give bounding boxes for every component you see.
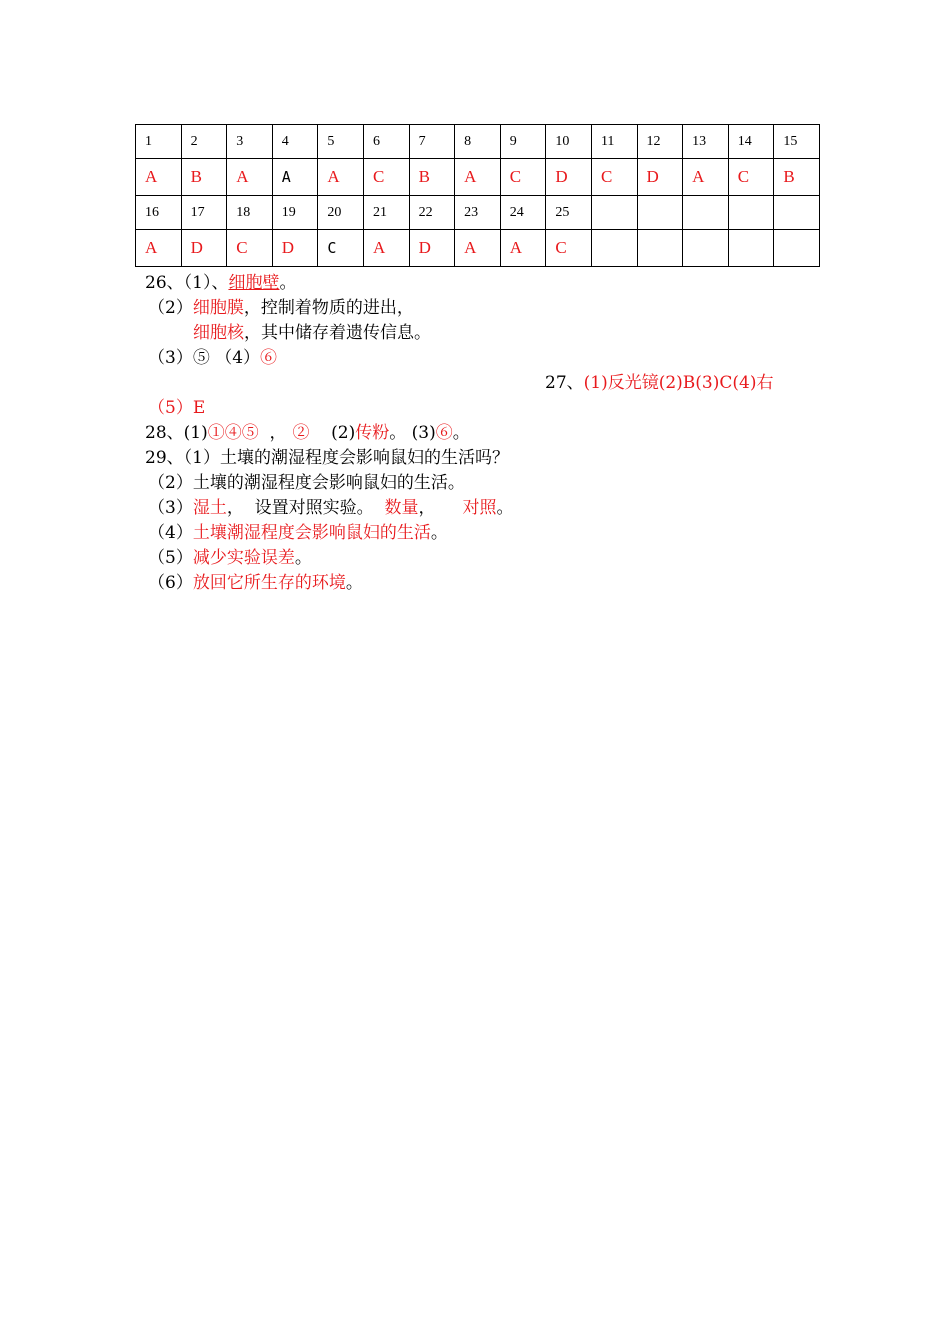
- question-number: 17: [181, 196, 227, 230]
- question-number: 13: [683, 125, 729, 159]
- question-number: 25: [546, 196, 592, 230]
- table-row: [136, 196, 820, 230]
- question-number: 23: [455, 196, 501, 230]
- question-number: 14: [728, 125, 774, 159]
- question-number: 11: [591, 125, 637, 159]
- question-number: 18: [227, 196, 273, 230]
- answer-cell: D: [181, 230, 227, 267]
- answer-cell: A: [227, 159, 273, 196]
- table-row: [136, 230, 820, 267]
- empty-cell: [774, 196, 820, 230]
- q29-l6-end: 。: [345, 573, 363, 593]
- question-number: 1: [136, 125, 182, 159]
- answer-cell: C: [500, 159, 546, 196]
- empty-cell: [683, 196, 729, 230]
- q28-answer-2: ②: [292, 423, 310, 443]
- q28-mid-3: 。 (3): [389, 423, 436, 443]
- q29-l6-prefix: （6）: [148, 573, 193, 593]
- table-row: [136, 159, 820, 196]
- answer-cell: C: [591, 159, 637, 196]
- q28-mid-2: (2): [309, 423, 356, 443]
- q29-l3-answer-2: 数量: [384, 498, 419, 518]
- q26-line-3: [193, 321, 431, 345]
- q29-l5-answer: 减少实验误差: [192, 548, 295, 568]
- answer-cell: D: [546, 159, 592, 196]
- empty-cell: [774, 230, 820, 267]
- question-number: 9: [500, 125, 546, 159]
- q26-part-3: （3）⑤ （4）: [148, 348, 261, 368]
- question-number: 4: [272, 125, 318, 159]
- q29-l3-mid: ， 设置对照实验。: [226, 498, 385, 518]
- question-number: 15: [774, 125, 820, 159]
- q29-l3-mid-2: ，: [418, 498, 463, 518]
- empty-cell: [637, 230, 683, 267]
- q29-l5-end: 。: [294, 548, 312, 568]
- question-number: 7: [409, 125, 455, 159]
- q26-prefix: 26、（1）、: [145, 273, 229, 293]
- q26-suffix: 。: [279, 273, 297, 293]
- q27-prefix: 27、: [545, 373, 584, 393]
- empty-cell: [591, 230, 637, 267]
- answer-cell: B: [181, 159, 227, 196]
- answer-cell: A: [683, 159, 729, 196]
- question-number: 19: [272, 196, 318, 230]
- q29-line-5: [148, 546, 312, 570]
- q29-line-2: （2）土壤的潮湿程度会影响鼠妇的生活。: [148, 473, 465, 493]
- question-number: 12: [637, 125, 683, 159]
- answer-cell: A: [318, 159, 364, 196]
- question-number: 6: [363, 125, 409, 159]
- question-number: 20: [318, 196, 364, 230]
- empty-cell: [683, 230, 729, 267]
- q29-l3-end: 。: [496, 498, 514, 518]
- question-number: 21: [363, 196, 409, 230]
- q29-line-6: [148, 571, 363, 595]
- q29-line-4: [148, 521, 448, 545]
- question-number: 3: [227, 125, 273, 159]
- q26-answer-3-rest: ，其中储存着遗传信息。: [244, 323, 431, 343]
- question-number: 8: [455, 125, 501, 159]
- answer-table: [135, 124, 820, 267]
- question-number: 16: [136, 196, 182, 230]
- answer-cell: C: [318, 230, 364, 267]
- q26-line-2: [148, 296, 414, 320]
- answer-cell: A: [500, 230, 546, 267]
- q26-answer-4: ⑥: [260, 348, 278, 368]
- q26-answer-1: 细胞壁: [228, 273, 280, 293]
- q26-answer-2-rest: ，控制着物质的进出，: [243, 298, 414, 318]
- q27-line-2: （5）E: [148, 398, 206, 418]
- q26-part-2: （2）: [148, 298, 193, 318]
- answer-cell: C: [728, 159, 774, 196]
- answer-cell: B: [409, 159, 455, 196]
- q29-l4-answer: 土壤潮湿程度会影响鼠妇的生活: [192, 523, 431, 543]
- q28-answer-3: 传粉: [355, 423, 390, 443]
- q28-mid-1: ，: [258, 423, 287, 443]
- q28-answer-4: ⑥: [435, 423, 453, 443]
- answer-cell: D: [409, 230, 455, 267]
- q29-l6-answer: 放回它所生存的环境: [192, 573, 346, 593]
- answer-cell: C: [546, 230, 592, 267]
- q26-answer-3: 细胞核: [193, 323, 244, 343]
- q26-answer-2: 细胞膜: [192, 298, 244, 318]
- question-number: 10: [546, 125, 592, 159]
- q29-line-1: 29、（1）土壤的潮湿程度会影响鼠妇的生活吗？: [145, 448, 509, 468]
- q27-answer: (1)反光镜(2)B(3)C(4)右: [583, 373, 774, 393]
- q28-answer-1: ①④⑤: [207, 423, 259, 443]
- q28-end: 。: [452, 423, 470, 443]
- question-number: 24: [500, 196, 546, 230]
- answer-cell: A: [455, 159, 501, 196]
- answer-cell: B: [774, 159, 820, 196]
- question-number: 2: [181, 125, 227, 159]
- empty-cell: [728, 196, 774, 230]
- q27-line-1: [545, 371, 773, 395]
- q29-l3-answer-1: 湿土: [192, 498, 227, 518]
- answer-cell: A: [455, 230, 501, 267]
- q26-line-1: [145, 271, 296, 295]
- answer-cell: C: [363, 159, 409, 196]
- q26-line-4: [148, 346, 277, 370]
- empty-cell: [728, 230, 774, 267]
- answer-cell: D: [637, 159, 683, 196]
- question-number: 5: [318, 125, 364, 159]
- q29-l3-answer-3: 对照: [462, 498, 497, 518]
- answer-cell: A: [136, 159, 182, 196]
- q28-prefix: 28、(1): [145, 423, 208, 443]
- q28-line: [145, 421, 470, 445]
- answer-cell: C: [227, 230, 273, 267]
- question-number: 22: [409, 196, 455, 230]
- answer-cell: D: [272, 230, 318, 267]
- answer-cell: A: [272, 159, 318, 196]
- table-row: [136, 125, 820, 159]
- q29-l5-prefix: （5）: [148, 548, 193, 568]
- empty-cell: [591, 196, 637, 230]
- empty-cell: [637, 196, 683, 230]
- q29-l4-prefix: （4）: [148, 523, 193, 543]
- q29-l4-end: 。: [430, 523, 448, 543]
- q29-l3-prefix: （3）: [148, 498, 193, 518]
- q29-line-3: [148, 496, 513, 520]
- answer-cell: A: [363, 230, 409, 267]
- answer-cell: A: [136, 230, 182, 267]
